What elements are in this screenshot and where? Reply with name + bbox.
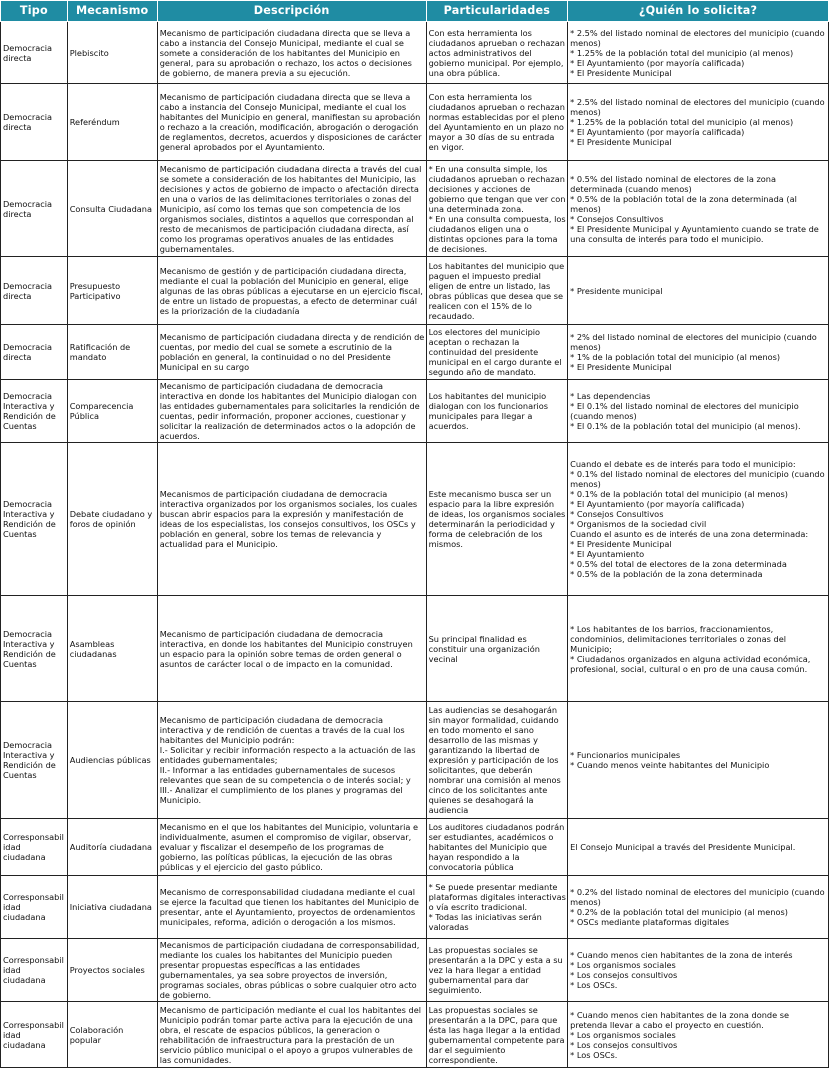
cell-mecanismo: Referéndum <box>67 84 157 161</box>
header-tipo: Tipo <box>1 1 68 22</box>
table-row <box>1 380 829 443</box>
cell-quien: * Cuando menos cien habitantes de la zona de interés * Los organismos sociales * Los consejos consultivos * Los OSCs. <box>568 939 829 1002</box>
cell-particularidades: Las propuestas sociales se presentarán a la DPC y esta a su vez la hara llegar a entidad gubernamental para dar seguimiento. <box>426 939 568 1002</box>
cell-tipo: Democracia directa <box>1 257 68 325</box>
header-particularidades: Particularidades <box>426 1 568 22</box>
cell-tipo: Democracia Interactiva y Rendición de Cuentas <box>1 380 68 443</box>
cell-quien: Cuando el debate es de interés para todo el municipio: * 0.1% del listado nominal de electores del municipio (cuando menos) * 0.1% de la población total del municipio (al menos) * El Ayuntamiento (por mayoría calificada) * Consejos Consultivos * Organismos de la sociedad civil Cuando el asunto es de interés de una zona determinada: * El Presidente Municipal * El Ayuntamiento * 0.5% del total de electores de la zona determinada * 0.5% de la población de la zona determinada <box>568 443 829 596</box>
cell-quien: * Las dependencias * El 0.1% del listado nominal de electores del municipio (cuando menos) * El 0.1% de la población total del municipio (al menos). <box>568 380 829 443</box>
cell-descripcion: Mecanismo en el que los habitantes del Municipio, voluntaria e individualmente, asumen el compromiso de vigilar, observar, evaluar y fiscalizar el desempeño de los programas de gobierno, las políticas públicas, la ejecución de las obras públicas y el ejercicio del gasto público. <box>157 819 426 876</box>
cell-tipo: Democracia Interactiva y Rendición de Cuentas <box>1 702 68 819</box>
cell-descripcion: Mecanismo de participación ciudadana directa a través del cual se somete a consideración de los habitantes del Municipio, las decisiones y actos de gobierno de impacto o afectación directa en una o varios de las delimitaciones territoriales o zonas del Municipio, así como los temas que son competencia de los organismos sociales, distintos a aquellos que correspondan al resto de mecanismos de participación ciudadana directa, así como los programas operativos anuales de las entidades gubernamentales. <box>157 161 426 257</box>
cell-mecanismo: Comparecencia Pública <box>67 380 157 443</box>
table-row <box>1 876 829 939</box>
table-header-row <box>1 1 829 22</box>
table-row <box>1 1002 829 1068</box>
cell-particularidades: Las propuestas sociales se presentarán a la DPC, para que ésta las haga llegar a la entidad gubernamental competente para dar el seguimiento correspondiente. <box>426 1002 568 1068</box>
cell-descripcion: Mecanismo de corresponsabilidad ciudadana mediante el cual se ejerce la facultad que tienen los habitantes del Municipio de presentar, ante el Ayuntamiento, proyectos de ordenamientos municipales, reforma, adición o derogación a los mismos. <box>157 876 426 939</box>
cell-particularidades: Los habitantes del municipio que paguen el impuesto predial eligen de entre un listado, las obras públicas que desea que se realicen con el 15% de lo recaudado. <box>426 257 568 325</box>
cell-mecanismo: Ratificación de mandato <box>67 325 157 380</box>
table-row <box>1 702 829 819</box>
cell-quien: * Los habitantes de los barrios, fraccionamientos, condominios, delimitaciones territoriales o zonas del Municipio; * Ciudadanos organizados en alguna actividad económica, profesional, social, cultural o en pro de una causa común. <box>568 596 829 702</box>
table-row <box>1 84 829 161</box>
cell-tipo: Democracia directa <box>1 325 68 380</box>
cell-quien: * 2% del listado nominal de electores del municipio (cuando menos) * 1% de la población total del municipio (al menos) * El Presidente Municipal <box>568 325 829 380</box>
cell-tipo: Corresponsabilidad ciudadana <box>1 939 68 1002</box>
cell-particularidades: Con esta herramienta los ciudadanos aprueban o rechazan normas establecidas por el pleno del Ayuntamiento en un plazo no mayor a 30 días de su entrada en vigor. <box>426 84 568 161</box>
cell-tipo: Democracia Interactiva y Rendición de Cuentas <box>1 596 68 702</box>
cell-quien: * 0.2% del listado nominal de electores del municipio (cuando menos) * 0.2% de la población total del municipio (al menos) * OSCs mediante plataformas digitales <box>568 876 829 939</box>
cell-particularidades: Con esta herramienta los ciudadanos aprueban o rechazan actos administrativos del gobierno municipal. Por ejemplo, una obra pública. <box>426 22 568 84</box>
cell-particularidades: Este mecanismo busca ser un espacio para la libre expresión de ideas, los organismos sociales determinarán la periodicidad y forma de celebración de los mismos. <box>426 443 568 596</box>
cell-quien: * Cuando menos cien habitantes de la zona donde se pretenda llevar a cabo el proyecto en cuestión. * Los organismos sociales * Los consejos consultivos * Los OSCs. <box>568 1002 829 1068</box>
cell-quien: * 2.5% del listado nominal de electores del municipio (cuando menos) * 1.25% de la población total del municipio (al menos) * El Ayuntamiento (por mayoría calificada) * El Presidente Municipal <box>568 84 829 161</box>
header-quien: ¿Quién lo solicita? <box>568 1 829 22</box>
cell-tipo: Corresponsabilidad ciudadana <box>1 876 68 939</box>
table-row <box>1 819 829 876</box>
table-row <box>1 443 829 596</box>
cell-particularidades: Los electores del municipio aceptan o rechazan la continuidad del presidente municipal en el cargo durante el segundo año de mandato. <box>426 325 568 380</box>
cell-mecanismo: Debate ciudadano y foros de opinión <box>67 443 157 596</box>
cell-descripcion: Mecanismo de participación mediante el cual los habitantes del Municipio podrán tomar parte activa para la ejecución de una obra, el rescate de espacios públicos, la generacion o rehabilitación de infraestructura para la prestación de un servicio público municipal o el apoyo a grupos vulnerables de las comunidades. <box>157 1002 426 1068</box>
table-row <box>1 596 829 702</box>
cell-quien: * 0.5% del listado nominal de electores de la zona determinada (cuando menos) * 0.5% de la población total de la zona determinada (al menos) * Consejos Consultivos * El Presidente Municipal y Ayuntamiento cuando se trate de una consulta de interés para todo el municipio. <box>568 161 829 257</box>
cell-descripcion: Mecanismo de participación ciudadana de democracia interactiva en donde los habitantes del Municipio dialogan con las entidades gubernamentales para solicitarles la rendición de cuentas, pedir información, proponer acciones, cuestionar y solicitar la realización de determinados actos o la adopción de acuerdos. <box>157 380 426 443</box>
cell-descripcion: Mecanismo de participación ciudadana de democracia interactiva y de rendición de cuentas a través de la cual los habitantes del Municipio podrán: I.- Solicitar y recibir información respecto a la actuación de las entidades gubernamentales; II.- Informar a las entidades gubernamentales de sucesos relevantes que sean de su competencia o de interés social; y III.- Analizar el cumplimiento de los planes y programas del Municipio. <box>157 702 426 819</box>
table-row <box>1 325 829 380</box>
cell-mecanismo: Auditoría ciudadana <box>67 819 157 876</box>
cell-descripcion: Mecanismos de participación ciudadana de corresponsabilidad, mediante los cuales los habitantes del Municipio pueden presentar propuestas específicas a las entidades gubernamentales, ya sea sobre proyectos de inversión, programas sociales, obras públicas o sobre cualquier otro acto de gobierno. <box>157 939 426 1002</box>
table-row <box>1 939 829 1002</box>
cell-quien: * Presidente municipal <box>568 257 829 325</box>
header-mecanismo: Mecanismo <box>67 1 157 22</box>
cell-particularidades: Las audiencias se desahogarán sin mayor formalidad, cuidando en todo momento el sano desarrollo de las mismas y garantizando la libertad de expresión y participación de los solicitantes, que deberán nombrar una comisión al menos cinco de los solicitantes ante quienes se desahogará la audiencia <box>426 702 568 819</box>
cell-descripcion: Mecanismo de participación ciudadana de democracia interactiva, en donde los habitantes del Municipio construyen un espacio para la opinión sobre temas de orden general o asuntos de carácter local o de impacto en la comunidad. <box>157 596 426 702</box>
cell-quien: * Funcionarios municipales * Cuando menos veinte habitantes del Municipio <box>568 702 829 819</box>
cell-descripcion: Mecanismo de participación ciudadana directa que se lleva a cabo a instancia del Consejo Municipal, mediante el cual se somete a consideración de los habitantes del Municipio en general, para su aprobación o rechazo, los actos o decisiones de gobierno, de manera previa a su ejecución. <box>157 22 426 84</box>
cell-mecanismo: Audiencias públicas <box>67 702 157 819</box>
cell-tipo: Democracia directa <box>1 161 68 257</box>
table-row <box>1 22 829 84</box>
cell-mecanismo: Asambleas ciudadanas <box>67 596 157 702</box>
cell-quien: El Consejo Municipal a través del Presidente Municipal. <box>568 819 829 876</box>
cell-particularidades: Su principal finalidad es constituir una organización vecinal <box>426 596 568 702</box>
cell-particularidades: Los auditores ciudadanos podrán ser estudiantes, académicos o habitantes del Municipio que hayan respondido a la convocatoria pública <box>426 819 568 876</box>
cell-tipo: Democracia directa <box>1 84 68 161</box>
cell-mecanismo: Presupuesto Participativo <box>67 257 157 325</box>
cell-descripcion: Mecanismos de participación ciudadana de democracia interactiva organizados por los organismos sociales, los cuales buscan abrir espacios para la expresión y manifestación de ideas de los especialistas, los consejos consultivos, los OSCs y población en general, sobre los temas de relevancia y actualidad para el Municipio. <box>157 443 426 596</box>
cell-descripcion: Mecanismo de participación ciudadana directa que se lleva a cabo a instancia del Consejo Municipal, mediante el cual los habitantes del Municipio en general, manifiestan su aprobación o rechazo a la creación, modificación, abrogación o derogación de reglamentos, decretos, acuerdos y disposiciones de carácter general aprobados por el Ayuntamiento. <box>157 84 426 161</box>
cell-mecanismo: Iniciativa ciudadana <box>67 876 157 939</box>
cell-mecanismo: Consulta Ciudadana <box>67 161 157 257</box>
cell-particularidades: * Se puede presentar mediante plataformas digitales interactivas o vía escrito tradicional. * Todas las iniciativas serán valoradas <box>426 876 568 939</box>
cell-quien: * 2.5% del listado nominal de electores del municipio (cuando menos) * 1.25% de la población total del municipio (al menos) * El Ayuntamiento (por mayoría calificada) * El Presidente Municipal <box>568 22 829 84</box>
cell-particularidades: Los habitantes del municipio dialogan con los funcionarios municipales para llegar a acuerdos. <box>426 380 568 443</box>
header-descripcion: Descripción <box>157 1 426 22</box>
cell-tipo: Corresponsabilidad ciudadana <box>1 1002 68 1068</box>
cell-tipo: Democracia Interactiva y Rendición de Cuentas <box>1 443 68 596</box>
cell-descripcion: Mecanismo de participación ciudadana directa y de rendición de cuentas, por medio del cual se somete a escrutinio de la población en general, la continuidad o no del Presidente Municipal en su cargo <box>157 325 426 380</box>
table-row <box>1 161 829 257</box>
cell-mecanismo: Plebiscito <box>67 22 157 84</box>
cell-mecanismo: Colaboración popular <box>67 1002 157 1068</box>
cell-descripcion: Mecanismo de gestión y de participación ciudadana directa, mediante el cual la población del Municipio en general, elige algunas de las obras públicas a ejecutarse en un ejercicio fiscal, de entre un listado de propuestas, a efecto de determinar cuál es la priorización de la ciudadanía <box>157 257 426 325</box>
cell-tipo: Democracia directa <box>1 22 68 84</box>
cell-tipo: Corresponsabilidad ciudadana <box>1 819 68 876</box>
cell-mecanismo: Proyectos sociales <box>67 939 157 1002</box>
table-row <box>1 257 829 325</box>
cell-particularidades: * En una consulta simple, los ciudadanos aprueban o rechazan decisiones y acciones de gobierno que tengan que ver con una determinada zona. * En una consulta compuesta, los ciudadanos eligen una o distintas opciones para la toma de decisiones. <box>426 161 568 257</box>
